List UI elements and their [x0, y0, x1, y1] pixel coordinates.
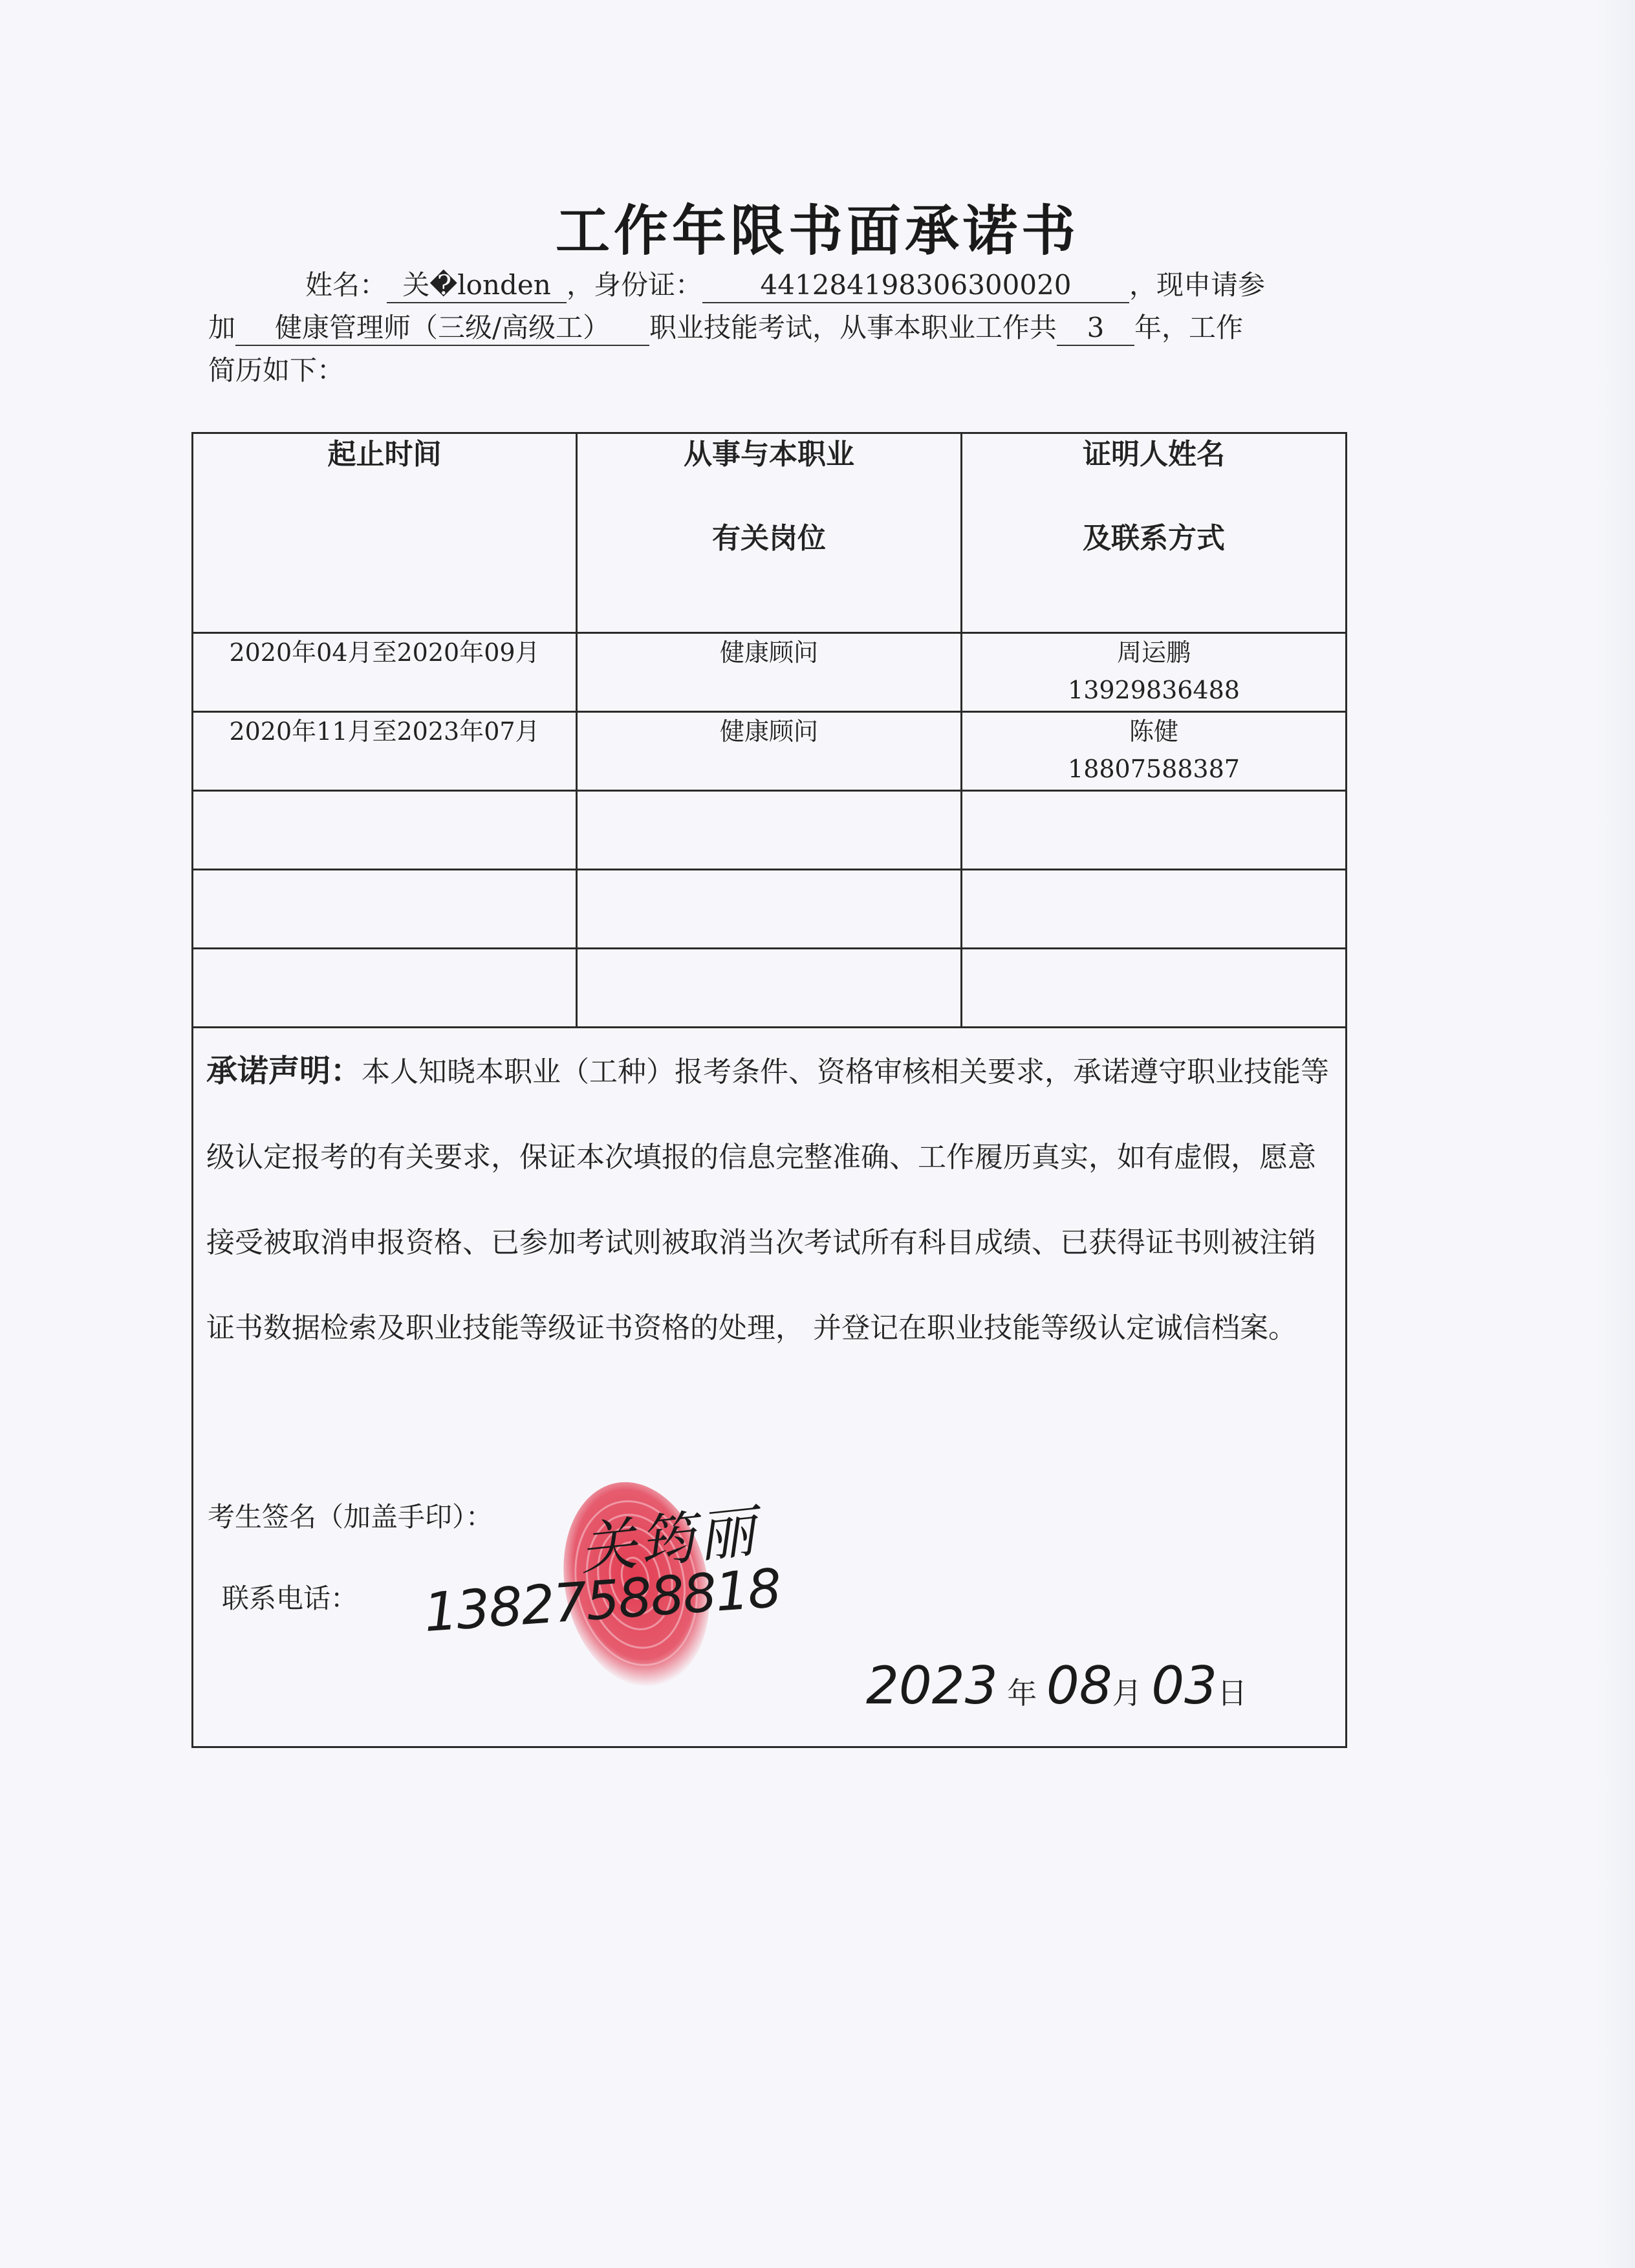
statement-cell: [193, 1028, 1347, 1747]
intro-line-2: [208, 307, 1366, 349]
row-period: 2020年04月至2020年09月: [193, 633, 577, 712]
name-value: 关�londen: [387, 268, 567, 303]
handwritten-phone: 13827588818: [422, 1557, 783, 1645]
table-row: [193, 633, 1347, 712]
table-header-row: [193, 433, 1347, 633]
apply-text-2: 加: [208, 312, 236, 343]
statement-row: [193, 1028, 1347, 1747]
row-position: 健康顾问: [577, 712, 962, 791]
date-line: [866, 1656, 1247, 1716]
header-position: 从事与本职业 有关岗位: [577, 433, 962, 633]
work-history-table: [191, 432, 1347, 1748]
row-witness: 周运鹏 13929836488: [962, 633, 1347, 712]
name-label: 姓名：: [305, 269, 387, 301]
statement-text: [206, 1028, 1332, 1371]
phone-label: 联系电话：: [222, 1582, 358, 1614]
id-label: ，身份证：: [567, 269, 703, 301]
page-edge-shadow: [1596, 0, 1635, 2268]
signature-label: 考生签名（加盖手印）：: [208, 1501, 493, 1533]
row-witness: 陈健 18807588387: [962, 712, 1347, 791]
date-year: 2023: [866, 1656, 998, 1716]
occupation-value: 健康管理师（三级/高级工）: [235, 311, 649, 346]
date-day: 03: [1151, 1656, 1218, 1716]
table-row: [193, 712, 1347, 791]
table-row-empty: [193, 949, 1347, 1028]
intro-line-1: [208, 264, 1366, 307]
row-position: 健康顾问: [577, 633, 962, 712]
statement-heading: 承诺声明：: [206, 1053, 362, 1089]
history-text: 简历如下：: [208, 354, 345, 386]
table-row-empty: [193, 791, 1347, 870]
years-text: 年，工作: [1134, 312, 1244, 343]
handwritten-signature: 关筠丽: [576, 1497, 761, 1583]
date-day-label: 日: [1217, 1676, 1248, 1711]
years-value: 3: [1057, 311, 1134, 346]
header-period: 起止时间: [193, 433, 577, 633]
date-month: 08: [1046, 1656, 1112, 1716]
table-row-empty: [193, 870, 1347, 949]
apply-text-1: ，现申请参: [1129, 269, 1266, 301]
date-month-label: 月: [1112, 1676, 1142, 1711]
date-year-label: 年: [1007, 1676, 1037, 1711]
statement-body: 本人知晓本职业（工种）报考条件、资格审核相关要求，承诺遵守职业技能等级认定报考的有关要求，保证本次填报的信息完整准确、工作履历真实，如有虚假，愿意接受被取消申报资格、已参加考试则被取消当次考试所有科目成绩、已获得证书则被注销证书数据检索及职业技能等级证书资格的处理， 并登记在职业技能等级认定诚信档案。: [206, 1055, 1330, 1345]
id-value: 441284198306300020: [702, 268, 1129, 303]
row-period: 2020年11月至2023年07月: [193, 712, 577, 791]
exam-text: 职业技能考试，从事本职业工作共: [649, 312, 1057, 343]
document-title: 工作年限书面承诺书: [555, 199, 1079, 263]
header-witness: 证明人姓名 及联系方式: [962, 433, 1347, 633]
intro-line-3: [208, 349, 1366, 392]
